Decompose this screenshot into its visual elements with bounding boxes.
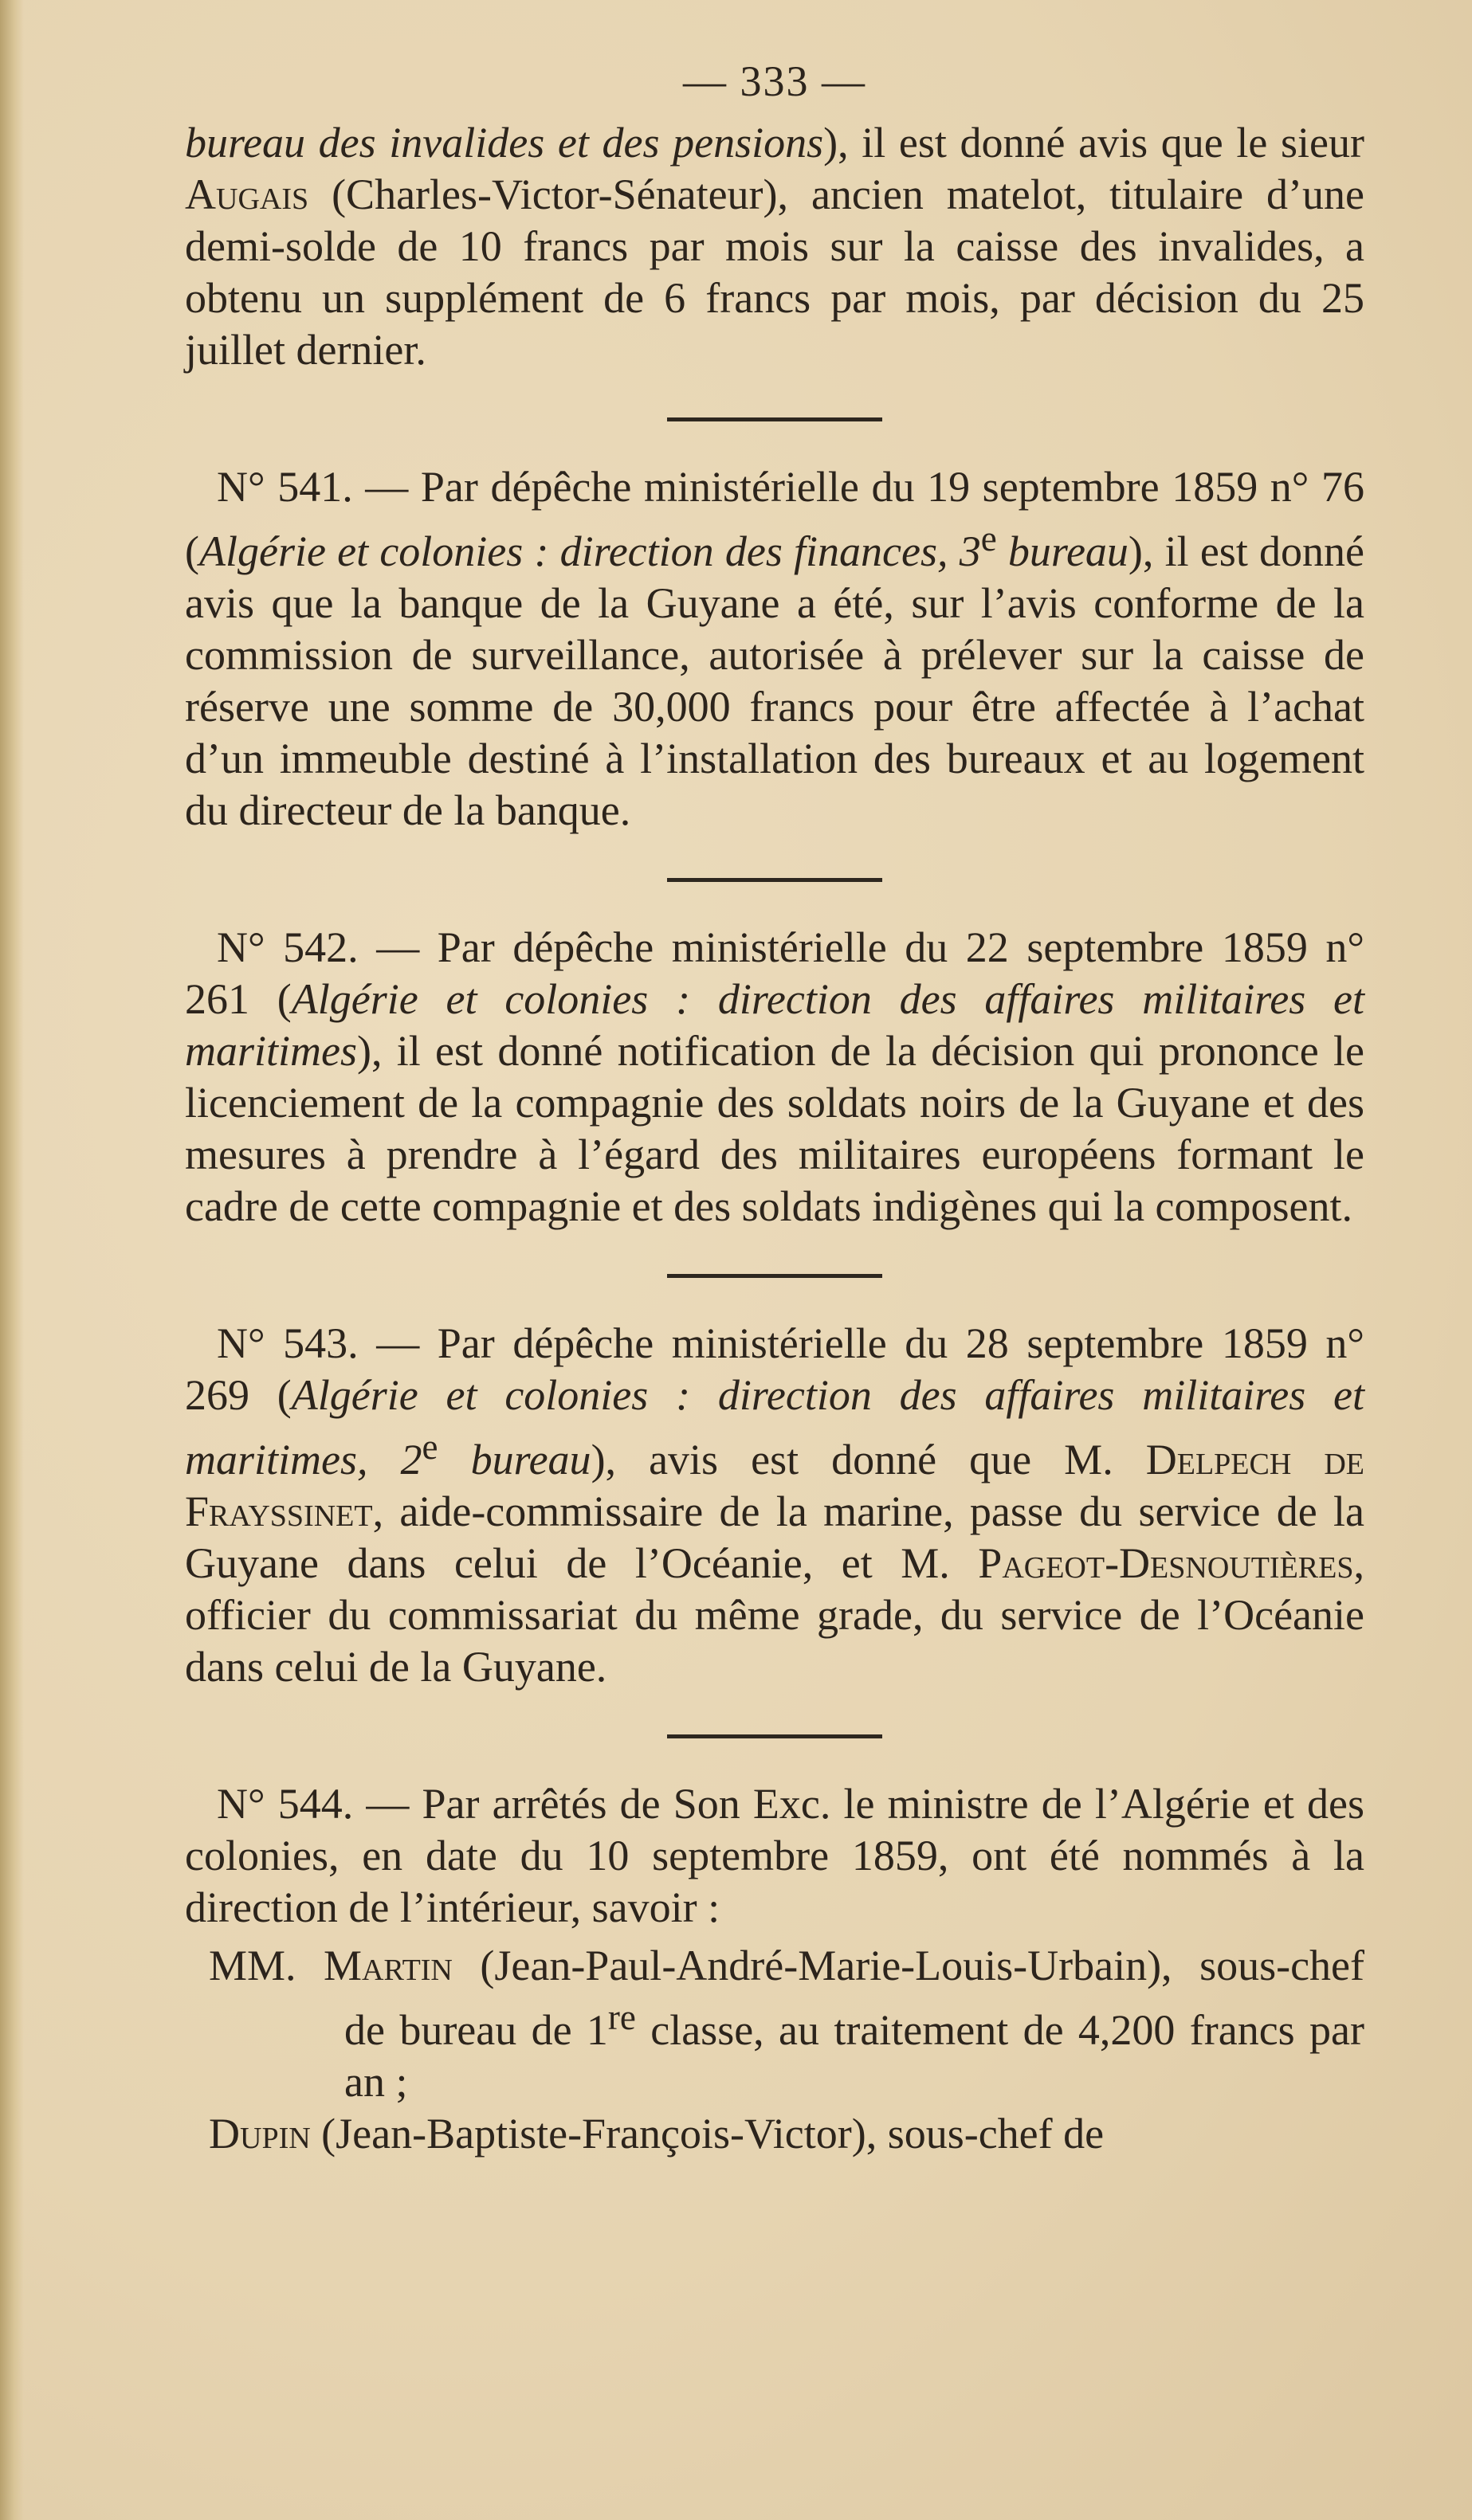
person-name: Delpech de Frayssinet — [185, 1436, 1365, 1535]
appointment-text-2: classe, au traitement de 4,200 francs par an ; — [344, 2006, 1364, 2106]
person-name: Augais — [185, 170, 309, 218]
entry-text: ), il est donné avis que la banque de la Guyane a été, sur l’avis conforme de la commission de surveillance, autorisée à prélever sur la caisse de réserve une somme de 30,000 francs pour être affectée à l’achat d’un immeuble destiné à l’installation des bureaux et au logement du directeur de la banque. — [185, 527, 1365, 834]
appointment-prefix: MM. — [209, 1942, 324, 1989]
section-divider — [667, 1274, 882, 1278]
appointment-superscript: re — [607, 1997, 636, 2037]
opening-paragraph — [185, 117, 1364, 376]
entry-lead: N° 541. — Par dépêche ministérielle du 19 septembre 1859 n° 76 ( — [185, 463, 1364, 575]
entry-italic-2: bureau — [996, 527, 1129, 575]
appointment-item — [185, 2108, 1364, 2160]
entry-italic: Algérie et colonies : direction des affaires militaires et maritimes — [185, 975, 1365, 1075]
entry-superscript: e — [422, 1427, 438, 1467]
entry-542 — [185, 922, 1364, 1233]
appointment-text: (Jean-Paul-André-Marie-Louis-Urbain), sous-chef de bureau de 1 — [344, 1942, 1364, 2054]
entry-lead: N° 542. — Par dépêche ministérielle du 22 septembre 1859 n° 261 ( — [185, 923, 1364, 1023]
entry-italic: Algérie et colonies : direction des finances, 3 — [198, 527, 981, 575]
section-divider — [667, 1734, 882, 1738]
person-name: Martin — [324, 1942, 453, 1989]
appointment-list — [185, 1940, 1364, 2160]
person-name: Pageot-Desnoutières — [978, 1539, 1354, 1587]
appointment-item — [185, 1940, 1364, 2108]
entry-text: ), avis est donné que M. — [591, 1436, 1146, 1483]
section-divider — [667, 878, 882, 882]
entry-543 — [185, 1318, 1364, 1693]
opening-italic: bureau des invalides et des pensions — [185, 119, 824, 167]
entry-541 — [185, 461, 1364, 837]
section-divider — [667, 417, 882, 421]
opening-text-1: ), il est donné avis que le sieur — [823, 119, 1364, 167]
entry-italic-2: bureau — [438, 1436, 591, 1483]
appointment-text: (Jean-Baptiste-François-Victor), sous-chef de — [310, 2110, 1105, 2157]
entry-544 — [185, 1778, 1364, 1934]
entry-text: ), il est donné notification de la décision qui prononce le licenciement de la compagnie des soldats noirs de la Guyane et des mesures à prendre à l’égard des militaires européens formant le cadre de cette compagnie et des soldats indigènes qui la composent. — [185, 1027, 1364, 1230]
entry-italic: Algérie et colonies : direction des affaires militaires et maritimes, 2 — [185, 1371, 1365, 1483]
entry-superscript: e — [980, 519, 997, 558]
entry-lead: N° 543. — Par dépêche ministérielle du 28 septembre 1859 n° 269 ( — [185, 1319, 1364, 1419]
entry-text: , officier du commissariat du même grade, du service de l’Océanie dans celui de la Guyane. — [185, 1539, 1364, 1691]
entry-lead: N° 544. — Par arrêtés de Son Exc. le ministre de l’Algérie et des colonies, en date du 10 septembre 1859, ont été nommés à la direction de l’intérieur, savoir : — [185, 1780, 1364, 1931]
binding-gutter — [0, 0, 24, 2520]
document-page — [185, 56, 1364, 2160]
entry-text: , aide-commissaire de la marine, passe du service de la Guyane dans celui de l’Océanie, et M. — [185, 1487, 1364, 1587]
person-name: Dupin — [209, 2110, 311, 2157]
page-number: — 333 — — [683, 57, 866, 105]
opening-text-2: (Charles-Victor-Sénateur), ancien matelot, titulaire d’une demi-solde de 10 francs par mois sur la caisse des invalides, a obtenu un supplément de 6 francs par mois, par décision du 25 juillet dernier. — [185, 170, 1364, 374]
